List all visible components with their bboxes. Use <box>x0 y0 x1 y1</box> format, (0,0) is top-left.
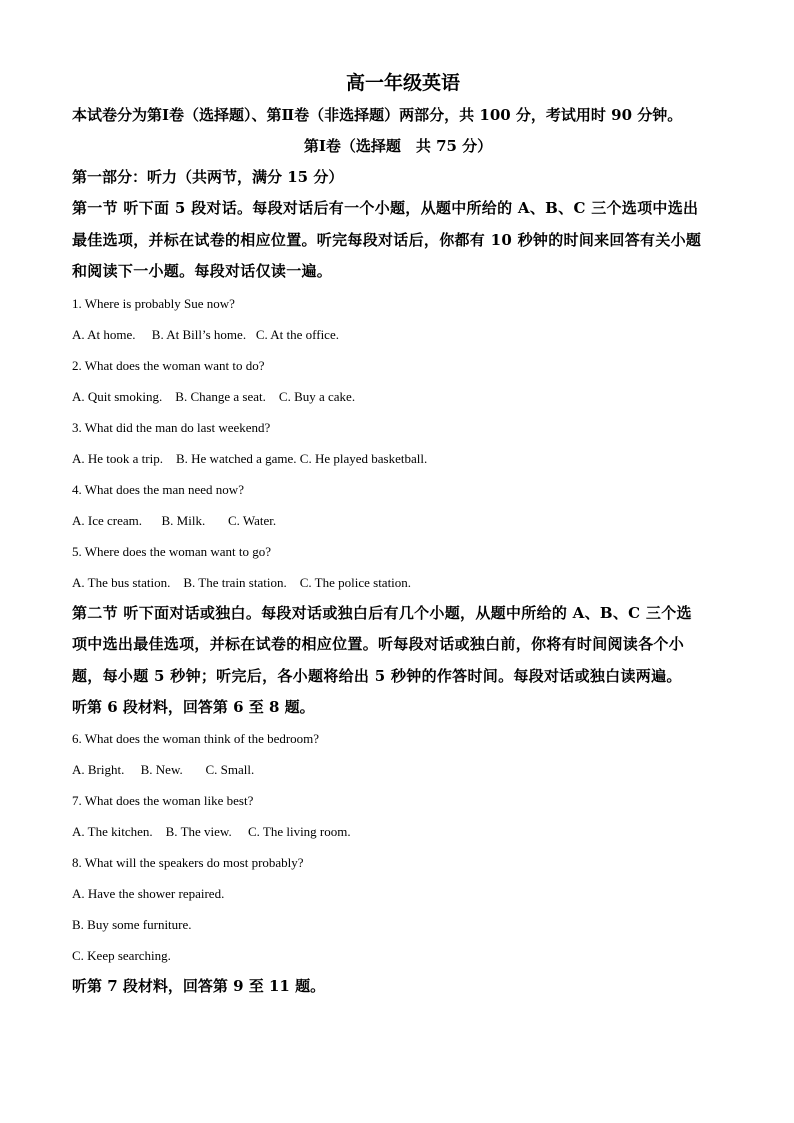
question-6: 6. What does the woman think of the bedroom? <box>72 731 320 746</box>
material-6-heading: 听第 6 段材料，回答第 6 至 8 题。 <box>72 698 315 716</box>
question-8-option-c: C. Keep searching. <box>72 948 171 963</box>
section1-line: 和阅读下一小题。每段对话仅读一遍。 <box>72 262 333 280</box>
question-1: 1. Where is probably Sue now? <box>72 295 235 311</box>
question-7: 7. What does the woman like best? <box>72 793 254 808</box>
question-3: 3. What did the man do last weekend? <box>72 419 271 435</box>
page-title: 高一年级英语 <box>345 72 460 94</box>
section1-instructions <box>72 193 724 288</box>
part1-heading: 第一部分：听力（共两节，满分 15 分） <box>72 168 344 186</box>
question-2: 2. What does the woman want to do? <box>72 357 265 373</box>
exam-intro: 本试卷分为第Ⅰ卷（选择题）、第Ⅱ卷（非选择题）两部分，共 100 分，考试用时 90 分钟。 <box>72 106 683 124</box>
volume1-heading: 第Ⅰ卷（选择题 共 75 分） <box>303 137 493 155</box>
question-7-options: A. The kitchen. B. The view. C. The living room. <box>72 824 351 839</box>
section2-line: 题，每小题 5 秒钟；听完后，各小题将给出 5 秒钟的作答时间。每段对话或独白读两遍。 <box>72 666 682 685</box>
question-1-options: A. At home. B. At Bill’s home. C. At the office. <box>72 326 339 342</box>
section2-line: 第二节 听下面对话或独白。每段对话或独白后有几个小题，从题中所给的 A、B、C 三个选 <box>72 603 692 622</box>
section1-line: 最佳选项，并标在试卷的相应位置。听完每段对话后，你都有 10 秒钟的时间来回答有关小题 <box>72 230 702 249</box>
question-8-option-a: A. Have the shower repaired. <box>72 886 225 901</box>
exam-page <box>72 66 724 1002</box>
question-4-options: A. Ice cream. B. Milk. C. Water. <box>72 512 277 528</box>
question-8: 8. What will the speakers do most probably? <box>72 855 304 870</box>
question-2-options: A. Quit smoking. B. Change a seat. C. Buy a cake. <box>72 388 356 404</box>
question-8-option-b: B. Buy some furniture. <box>72 917 192 932</box>
question-5-options: A. The bus station. B. The train station. C. The police station. <box>72 574 412 590</box>
question-3-options: A. He took a trip. B. He watched a game. C. He played basketball. <box>72 450 428 466</box>
question-4: 4. What does the man need now? <box>72 481 244 497</box>
section1-line: 第一节 听下面 5 段对话。每段对话后有一个小题，从题中所给的 A、B、C 三个选项中选出 <box>72 199 699 217</box>
section2-line: 项中选出最佳选项，并标在试卷的相应位置。听每段对话或独白前，你将有时间阅读各个小 <box>72 635 685 653</box>
question-6-options: A. Bright. B. New. C. Small. <box>72 762 255 777</box>
question-5: 5. Where does the woman want to go? <box>72 543 272 559</box>
section2-instructions <box>72 598 724 693</box>
material-7-heading: 听第 7 段材料，回答第 9 至 11 题。 <box>72 977 326 995</box>
